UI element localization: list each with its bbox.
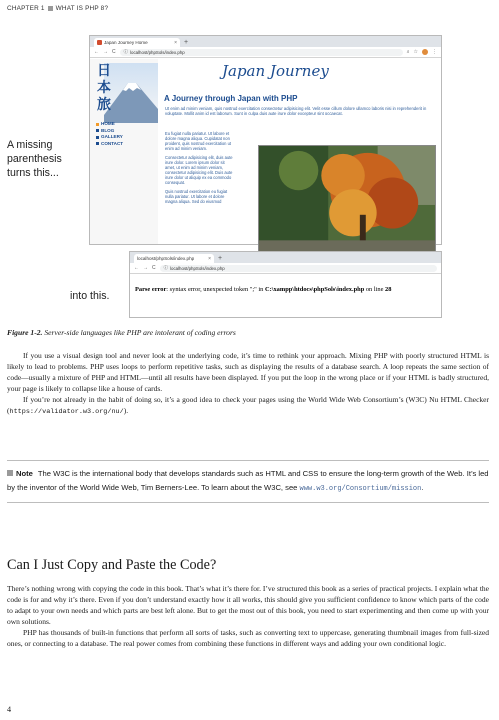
menu-icon[interactable]: ⋮ xyxy=(432,49,437,55)
body-text-section-2 xyxy=(7,583,489,649)
section-heading: Can I Just Copy and Paste the Code? xyxy=(7,557,217,573)
nav-bullet-icon xyxy=(96,136,99,139)
note-square-icon xyxy=(7,470,13,476)
browser-tab[interactable] xyxy=(94,38,180,47)
new-tab-button[interactable]: + xyxy=(218,255,223,262)
tab-title: localhost/phpSols/index.php xyxy=(137,256,195,261)
temple-photo xyxy=(258,145,436,261)
paragraph xyxy=(7,394,489,418)
column-paragraph: Eu fugiat nulla pariatur. Ut labore et dolore magna aliqua. Cupidatat non proident, quis nostrud exercitation ut enim ad minim veniam. xyxy=(165,131,231,151)
running-head xyxy=(7,5,108,12)
nav-link[interactable]: BLOG xyxy=(101,127,115,133)
paragraph-text: ). xyxy=(123,406,129,415)
forward-icon[interactable]: → xyxy=(103,49,108,55)
paragraph-text: If you’re not already in the habit of doing so, it’s a good idea to check your pages using the World Wide Web Consortium’s (W3C) Nu HTML Checker ( xyxy=(7,395,489,415)
error-label: Parse error xyxy=(135,286,167,293)
note-end: . xyxy=(421,483,424,492)
url-field[interactable] xyxy=(160,265,437,272)
body-text-section-1 xyxy=(7,350,489,418)
favicon-icon xyxy=(97,40,102,45)
reload-icon[interactable]: C xyxy=(112,49,116,55)
close-tab-icon[interactable]: × xyxy=(174,39,177,46)
site-logo: Japan Journey xyxy=(222,62,329,80)
figure-caption-text: Server-side languages like PHP are intolerant of coding errors xyxy=(44,328,236,337)
info-icon: ⓘ xyxy=(123,49,129,54)
reload-icon[interactable]: C xyxy=(152,265,156,271)
chapter-title: WHAT IS PHP 8? xyxy=(55,5,109,12)
column-paragraph: Consectetur adipisicing elit, duis aute irure dolor. Lorem ipsum dolor sit amet, ut enim ad minim veniam, consectetur adipisicing elit. Duis aute irure dolor ut aliquip ex ea commodo consequat. xyxy=(165,155,233,185)
php-error-message xyxy=(135,286,391,293)
tab-bar xyxy=(130,252,441,263)
page-number: 4 xyxy=(7,705,12,714)
info-icon: ⓘ xyxy=(163,265,169,270)
tab-bar xyxy=(90,36,441,47)
kanji-char: 本 xyxy=(97,80,111,96)
url-field[interactable] xyxy=(120,49,403,56)
zoom-icon[interactable]: ⌕ xyxy=(406,49,410,55)
browser-tab[interactable] xyxy=(134,254,214,263)
error-line-prefix: on line xyxy=(364,286,386,293)
web-page xyxy=(90,59,441,244)
paragraph: There’s nothing wrong with copying the code in this book. That’s what it’s there for. I’ve structured this book as a series of practical projects. I explain what the code is for and why it’s there. Even if you don’t understand exactly how it all works, this should give you sufficient confidence to know which parts of the code to adapt to your own needs and which parts are best left alone. But to get the most out of this book, you need to start experimenting and then come up with your own solutions. xyxy=(7,584,489,626)
note-box xyxy=(7,460,489,503)
paragraph: PHP has thousands of built-in functions that perform all sorts of tasks, such as converting text to uppercase, generating thumbnail images from full-sized ones, or connecting to a database. The real power comes from combining these functions in different ways and adding your own conditional logic. xyxy=(7,628,489,648)
url-text: localhost/phpSols/index.php xyxy=(130,49,185,55)
kanji-logo xyxy=(96,63,112,114)
square-bullet-icon xyxy=(48,6,53,11)
back-icon[interactable]: ← xyxy=(134,265,139,271)
figure-caption xyxy=(7,328,236,337)
validator-link[interactable]: https://validator.w3.org/nu/ xyxy=(9,408,124,416)
address-bar-row xyxy=(90,47,441,58)
figure-label: Figure 1-2. xyxy=(7,328,43,337)
avatar[interactable] xyxy=(422,49,428,55)
site-column xyxy=(165,131,235,208)
site-sidebar xyxy=(90,59,158,244)
note-label: Note xyxy=(16,469,33,478)
chapter-label: CHAPTER 1 xyxy=(7,5,45,12)
forward-icon[interactable]: → xyxy=(143,265,148,271)
tab-title: Japan Journey Home xyxy=(104,40,148,45)
site-heading: A Journey through Japan with PHP xyxy=(164,94,298,103)
callout-after: into this. xyxy=(70,290,110,302)
nav-link[interactable]: CONTACT xyxy=(101,140,124,146)
note-text: The W3C is the international body that develops standards such as HTML and CSS to ensure the long-term growth of the Web. It’s led by the inventor of the World Wide Web, Tim Berners-Lee. To learn about the W3C, see xyxy=(7,469,489,492)
error-path: C:\xampp\htdocs\phpSols\index.php xyxy=(264,286,365,293)
error-text: : syntax error, unexpected token ";" in xyxy=(166,286,265,293)
nav-bullet-icon xyxy=(96,129,99,132)
column-paragraph: Quis nostrud exercitation eu fugiat nulla pariatur. Ut labore et dolore magna aliqua. Sed do eiusmod xyxy=(165,189,228,204)
browser-window-japan-journey xyxy=(89,35,442,245)
nav-bullet-icon xyxy=(96,123,99,126)
close-tab-icon[interactable]: × xyxy=(208,255,211,262)
new-tab-button[interactable]: + xyxy=(184,39,189,46)
url-text: localhost/phpSols/index.php xyxy=(170,265,225,271)
nav-link[interactable]: GALLERY xyxy=(101,134,123,139)
site-intro: Ut enim ad minim veniam, quis nostrud exercitation consectetur adipisicing elit. Velit esse cillum dolore ullamco laboris nisi in reprehenderit in voluptate. Mollit anim id est laborum. Sunt in culpa duis aute irure dolor excepteur sint occaecat. xyxy=(165,106,427,117)
site-nav xyxy=(96,121,158,147)
site-main xyxy=(158,59,441,244)
nav-link[interactable]: HOME xyxy=(101,121,115,126)
browser-window-error xyxy=(129,251,442,318)
mount-fuji-image xyxy=(104,63,158,123)
star-icon[interactable]: ☆ xyxy=(413,49,418,55)
w3c-link[interactable]: www.w3.org/Consortium/mission xyxy=(299,485,422,493)
callout-before: A missing parenthesis turns this... xyxy=(7,139,62,179)
error-line: 28 xyxy=(385,286,392,293)
address-bar-row xyxy=(130,263,441,274)
kanji-char: 日 xyxy=(97,63,111,79)
nav-bullet-icon xyxy=(96,142,99,145)
nav-item-contact[interactable] xyxy=(96,141,158,148)
back-icon[interactable]: ← xyxy=(94,49,99,55)
kanji-char: 旅 xyxy=(97,97,111,113)
paragraph: If you use a visual design tool and never look at the underlying code, it’s time to rethink your approach. Mixing PHP with poorly structured HTML is likely to lead to problems. PHP uses loops to perform repetitive tasks, such as displaying the results of a database search. A loop repeats the same section of code—usually a mixture of PHP and HTML—until all results have been displayed. If you put the loop in the wrong place or if your HTML is badly structured, your page is likely to collapse like a house of cards. xyxy=(7,351,489,393)
